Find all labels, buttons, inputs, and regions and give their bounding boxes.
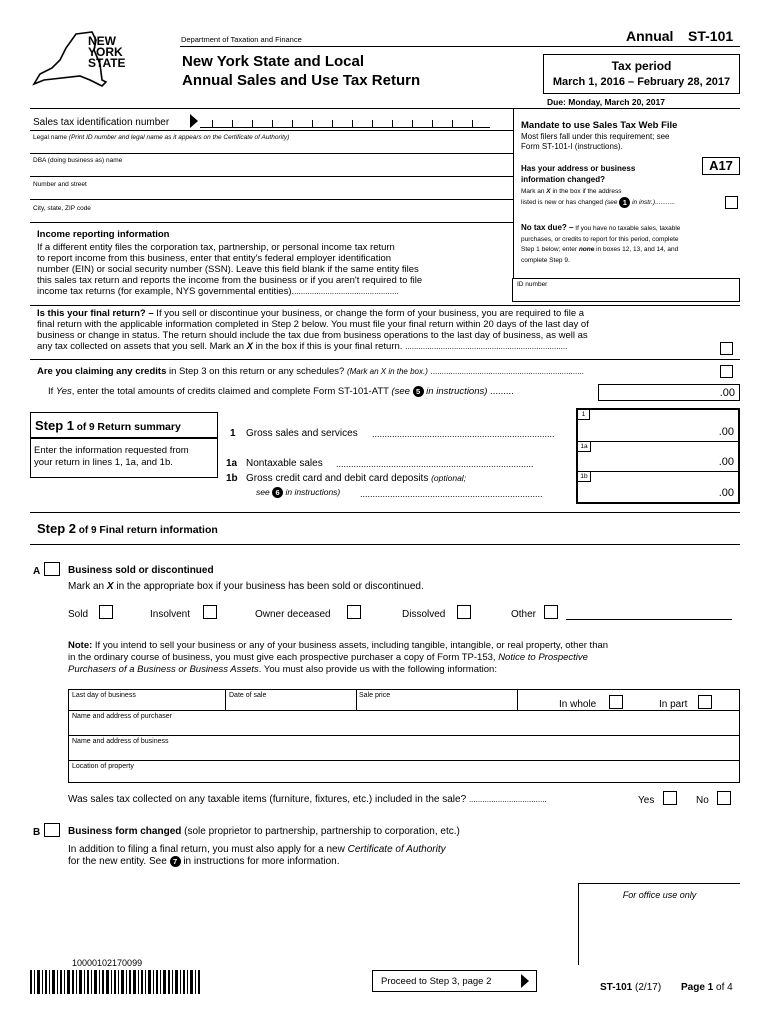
instruction-7-icon: 7 bbox=[170, 856, 181, 867]
barcode-number: 10000102170099 bbox=[72, 958, 143, 968]
credits-amount: .00 bbox=[719, 387, 735, 399]
sale-details-table bbox=[68, 689, 740, 783]
in-part-label: In part bbox=[659, 699, 688, 710]
purchaser-label: Name and address of purchaser bbox=[72, 713, 172, 720]
arrow-right-icon bbox=[190, 114, 198, 128]
mandate-title: Mandate to use Sales Tax Web File bbox=[521, 120, 678, 131]
other-input[interactable] bbox=[566, 608, 732, 620]
business-form-changed-checkbox[interactable] bbox=[44, 823, 60, 837]
in-part-checkbox[interactable] bbox=[698, 695, 712, 709]
date-of-sale-label: Date of sale bbox=[229, 692, 267, 699]
sold-checkbox[interactable] bbox=[99, 605, 113, 619]
city-label: City, state, ZIP code bbox=[33, 205, 91, 212]
instruction-1-icon: 1 bbox=[619, 197, 630, 208]
line-1-amount-input[interactable] bbox=[578, 410, 738, 440]
section-a-letter: A bbox=[33, 566, 41, 577]
line-1a-number: 1a bbox=[226, 458, 238, 469]
step-2-note: Note: If you intend to sell your business or any of your business assets, including tangible, intangible, or real property, other than in the ordinary course of business, you must give each prospective purchaser a copy of Form TP-153, Notice to Prospective Purchasers of a Business or Business Assets. You must also provide us with the following information: bbox=[68, 640, 609, 675]
sales-tax-id-label: Sales tax identification number bbox=[33, 117, 170, 128]
option-owner-deceased-label: Owner deceased bbox=[255, 609, 331, 620]
credits-checkbox[interactable] bbox=[720, 365, 733, 378]
section-b-text: In addition to filing a final return, you must also apply for a new Certificate of Authority for the new entity. See 7 in instructions for more information. bbox=[68, 844, 446, 868]
section-b-letter: B bbox=[33, 827, 41, 838]
address-changed-question: Has your address or business information changed? bbox=[521, 164, 636, 184]
business-sold-checkbox[interactable] bbox=[44, 562, 60, 576]
option-other-label: Other bbox=[511, 609, 537, 620]
step-1-instruction-box bbox=[30, 438, 218, 478]
office-use-box bbox=[578, 883, 740, 965]
tax-period-label: Tax period bbox=[611, 59, 672, 73]
no-label: No bbox=[696, 795, 709, 806]
box-1-tag: 1 bbox=[577, 409, 590, 420]
line-1b-number: 1b bbox=[226, 473, 238, 484]
line-1-label: Gross sales and services bbox=[246, 428, 358, 439]
no-tax-due-text: No tax due? – If you have no taxable sales, taxable purchases, or credits to report for this period, complete Step 1 below; enter none in boxes 12, 13, and 14, and complete Step 9. bbox=[521, 223, 681, 264]
section-a-title: Business sold or discontinued bbox=[68, 565, 214, 576]
tax-period-box bbox=[543, 54, 740, 94]
line-1b-see-instructions: see 6 in instructions) bbox=[256, 487, 341, 498]
id-number-input[interactable] bbox=[512, 278, 740, 302]
section-a-instruction: Mark an X in the appropriate box if your business has been sold or discontinued. bbox=[68, 581, 424, 592]
state-logo bbox=[30, 30, 160, 90]
sales-tax-id-input[interactable] bbox=[200, 116, 490, 128]
line-1a-label: Nontaxable sales bbox=[246, 458, 323, 469]
final-return-checkbox[interactable] bbox=[720, 342, 733, 355]
arrow-right-icon bbox=[521, 974, 529, 988]
line-1b-amount-input[interactable] bbox=[578, 472, 738, 502]
due-date: Due: Monday, March 20, 2017 bbox=[547, 97, 665, 107]
section-b-title: Business form changed (sole proprietor to partnership, partnership to corporation, etc.) bbox=[68, 826, 460, 837]
credits-question: Are you claiming any credits in Step 3 on this return or any schedules? (Mark an X in the box.) ..................................................................... bbox=[37, 366, 584, 377]
proceed-label: Proceed to Step 3, page 2 bbox=[381, 976, 492, 987]
business-address-label: Name and address of business bbox=[72, 738, 169, 745]
step-1-instruction: Enter the information requested from your return in lines 1, 1a, and 1b. bbox=[34, 445, 189, 468]
legal-name-input[interactable] bbox=[30, 132, 513, 152]
city-input[interactable] bbox=[30, 201, 513, 221]
collected-yes-checkbox[interactable] bbox=[663, 791, 677, 805]
logo-line-2: YORK bbox=[88, 45, 123, 59]
sale-price-label: Sale price bbox=[359, 692, 391, 699]
address-changed-note: Mark an X in the box if the address listed is new or has changed (see 1 in instr.)........... bbox=[521, 188, 675, 207]
in-whole-label: In whole bbox=[559, 699, 597, 710]
address-changed-checkbox[interactable] bbox=[725, 196, 738, 209]
step-2-title: Step 2 of 9 Final return information bbox=[37, 521, 218, 536]
form-title-line-1: New York State and Local bbox=[182, 53, 364, 70]
option-sold-label: Sold bbox=[68, 609, 89, 620]
form-code: A17 bbox=[702, 157, 740, 175]
tax-period-range: March 1, 2016 – February 28, 2017 bbox=[552, 76, 731, 88]
instruction-6-icon: 6 bbox=[272, 487, 283, 498]
location-input[interactable] bbox=[69, 761, 739, 783]
form-annual-label: Annual bbox=[626, 28, 674, 44]
yes-label: Yes bbox=[638, 795, 655, 806]
step-1-title: Step 1 of 9 Return summary bbox=[35, 418, 181, 433]
line-1a-amount: .00 bbox=[718, 456, 734, 468]
credits-amount-input[interactable] bbox=[598, 384, 740, 401]
form-id: ST-101 bbox=[688, 28, 734, 44]
step-1-amounts-box bbox=[576, 408, 740, 504]
option-dissolved-label: Dissolved bbox=[402, 609, 446, 620]
in-whole-checkbox[interactable] bbox=[609, 695, 623, 709]
street-label: Number and street bbox=[33, 181, 87, 188]
logo-line-3: STATE bbox=[88, 56, 126, 70]
line-1-number: 1 bbox=[230, 428, 236, 439]
department-name: Department of Taxation and Finance bbox=[181, 35, 302, 44]
credits-if-yes-text: If Yes, enter the total amounts of credits claimed and complete Form ST-101-ATT (see 5 in instructions) ......... bbox=[48, 386, 514, 398]
dba-input[interactable] bbox=[30, 155, 513, 175]
option-insolvent-label: Insolvent bbox=[150, 609, 191, 620]
final-return-text: Is this your final return? – If you sell or discontinue your business, or change the form of your business, you are required to file a final return with the applicable information completed in Step 2 below. You must file your final return within 20 days of the last day of business or change in status. The return should include the tax due from business operations to the last day of business, as well as any tax collected on assets that you sell. Mark an X in the box if this is your final return. ......................................................................... bbox=[37, 308, 589, 352]
mandate-text: Most filers fall under this requirement; see Form ST-101-I (instructions). bbox=[521, 132, 670, 151]
street-input[interactable] bbox=[30, 178, 513, 198]
line-1b-amount: .00 bbox=[718, 487, 734, 499]
instruction-5-icon: 5 bbox=[413, 386, 424, 397]
line-1b-label: Gross credit card and debit card deposits (optional; bbox=[246, 473, 467, 484]
footer-form-id: ST-101 (2/17) bbox=[600, 982, 662, 993]
barcode-icon bbox=[30, 970, 200, 994]
last-day-label: Last day of business bbox=[72, 692, 136, 699]
dba-label: DBA (doing business as) name bbox=[33, 157, 123, 164]
form-title-line-2: Annual Sales and Use Tax Return bbox=[182, 72, 421, 89]
business-address-input[interactable] bbox=[69, 736, 739, 760]
owner-deceased-checkbox[interactable] bbox=[347, 605, 361, 619]
other-checkbox[interactable] bbox=[544, 605, 558, 619]
insolvent-checkbox[interactable] bbox=[203, 605, 217, 619]
income-heading: Income reporting information bbox=[37, 229, 170, 240]
line-1a-amount-input[interactable] bbox=[578, 442, 738, 470]
collected-no-checkbox[interactable] bbox=[717, 791, 731, 805]
step-1-title-box bbox=[30, 412, 218, 438]
line-1-amount: .00 bbox=[718, 426, 734, 438]
box-1b-tag: 1b bbox=[577, 471, 591, 482]
proceed-box bbox=[372, 970, 537, 992]
page-number: Page 1 of 4 bbox=[681, 982, 733, 993]
dissolved-checkbox[interactable] bbox=[457, 605, 471, 619]
id-number-label: ID number bbox=[517, 281, 548, 288]
box-1a-tag: 1a bbox=[577, 441, 591, 452]
location-label: Location of property bbox=[72, 763, 134, 770]
income-text: If a different entity files the corporation tax, partnership, or personal income tax return to report income from this business, enter that entity's federal employer identification number (EIN) or social security number (SSN). Leave this field blank if the same entity files this sales tax return and reports the income from the business or if you aren't required to file income tax returns (for example, NYS governmental entities)................................................ bbox=[37, 242, 423, 297]
legal-name-label: Legal name (Print ID number and legal name as it appears on the Certificate of Authority) bbox=[33, 134, 290, 141]
logo-line-1: NEW bbox=[88, 34, 116, 48]
sales-tax-collected-question: Was sales tax collected on any taxable items (furniture, fixtures, etc.) included in the sale? ................................... bbox=[68, 794, 547, 805]
office-use-label: For office use only bbox=[622, 890, 697, 900]
